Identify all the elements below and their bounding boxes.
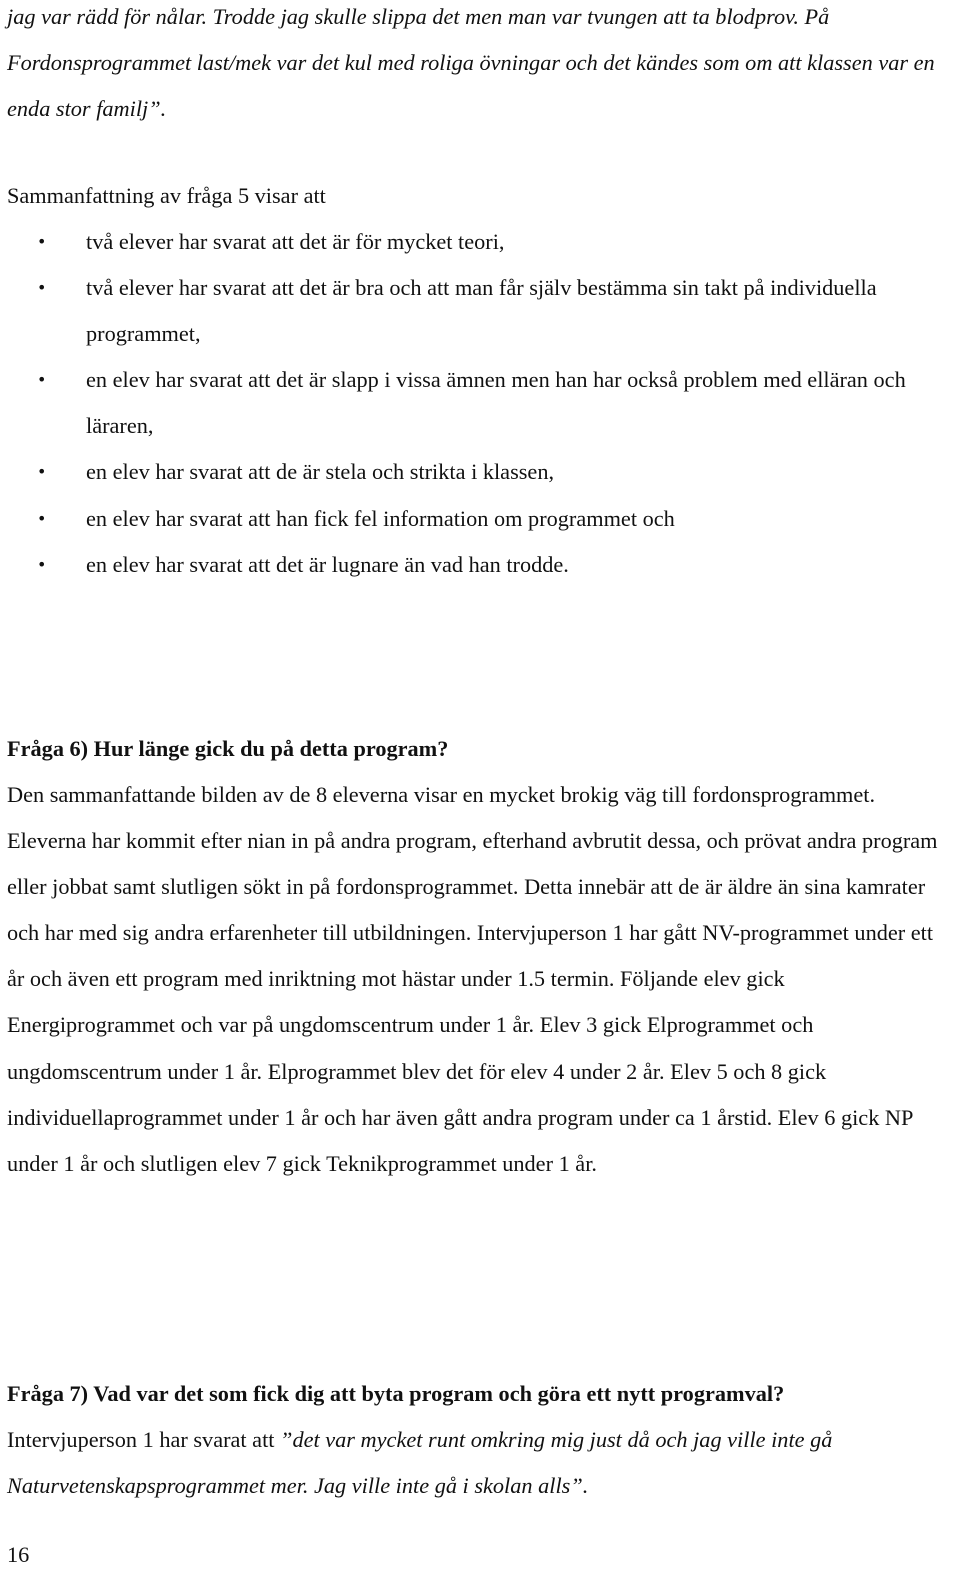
bullet-text: två elever har svarat att det är bra och att man får själv bestämma sin takt på individuella programmet, [86, 275, 877, 347]
bullet-icon: • [37, 278, 47, 298]
question-7-quote: ”det var mycket runt omkring mig just då och jag ville inte gå Naturvetenskapsprogrammet mer. Jag ville inte gå i skolan alls”. [7, 1427, 833, 1499]
summary-5-lead: Sammanfattning av fråga 5 visar att [7, 183, 326, 208]
bullet-text: två elever har svarat att det är för mycket teori, [86, 229, 505, 254]
bullet-item [0, 496, 946, 542]
bullet-text: en elev har svarat att de är stela och strikta i klassen, [86, 459, 555, 485]
bullet-icon: • [37, 232, 47, 251]
bullet-item [0, 542, 946, 588]
bullet-item [0, 357, 946, 449]
page-number: 16 [7, 1542, 30, 1567]
question-7-heading: Fråga 7) Vad var det som fick dig att byta program och göra ett nytt programval? [7, 1381, 785, 1406]
bullet-icon: • [37, 462, 47, 482]
bullet-item [0, 219, 946, 265]
bullet-text: en elev har svarat att det är slapp i vissa ämnen men han har också problem med elläran och läraren, [86, 367, 906, 439]
bullet-icon: • [37, 554, 47, 574]
bullet-icon: • [37, 370, 47, 390]
bullet-text: en elev har svarat att han fick fel information om programmet och [86, 505, 675, 531]
bullet-text: en elev har svarat att det är lugnare än vad han trodde. [86, 551, 569, 577]
bullet-item [0, 265, 946, 357]
question-7-body [7, 1417, 947, 1509]
question-6-body: Den sammanfattande bilden av de 8 eleverna visar en mycket brokig väg till fordonsprogrammet. Eleverna har kommit efter nian in på andra program, efterhand avbrutit dessa, och prövat andra program eller jobbat samt slutligen sökt in på fordonsprogrammet. Detta innebär att de är äldre än sina kamrater och har med sig andra erfarenheter till utbildningen. Intervjuperson 1 har gått NV-programmet under ett år och även ett program med inriktning mot hästar under 1.5 termin. Följande elev gick Energiprogrammet och var på ungdomscentrum under 1 år. Elev 3 gick Elprogrammet och ungdomscentrum under 1 år. Elprogrammet blev det för elev 4 under 2 år. Elev 5 och 8 gick individuellaprogrammet under 1 år och har även gått andra program under ca 1 årstid. Elev 6 gick NP under 1 år och slutligen elev 7 gick Teknikprogrammet under 1 år. [7, 782, 938, 1176]
intro-quote-paragraph: jag var rädd för nålar. Trodde jag skulle slippa det men man var tvungen att ta blodprov. På Fordonsprogrammet last/mek var det kul med roliga övningar och det kändes som om att klassen var en enda stor familj”. [7, 4, 935, 122]
question-6-heading: Fråga 6) Hur länge gick du på detta program? [7, 736, 449, 761]
bullet-icon: • [37, 508, 47, 528]
question-7-body-prefix: Intervjuperson 1 har svarat att [7, 1427, 281, 1452]
summary-5-bullet-list [0, 219, 960, 588]
bullet-item [0, 449, 946, 495]
